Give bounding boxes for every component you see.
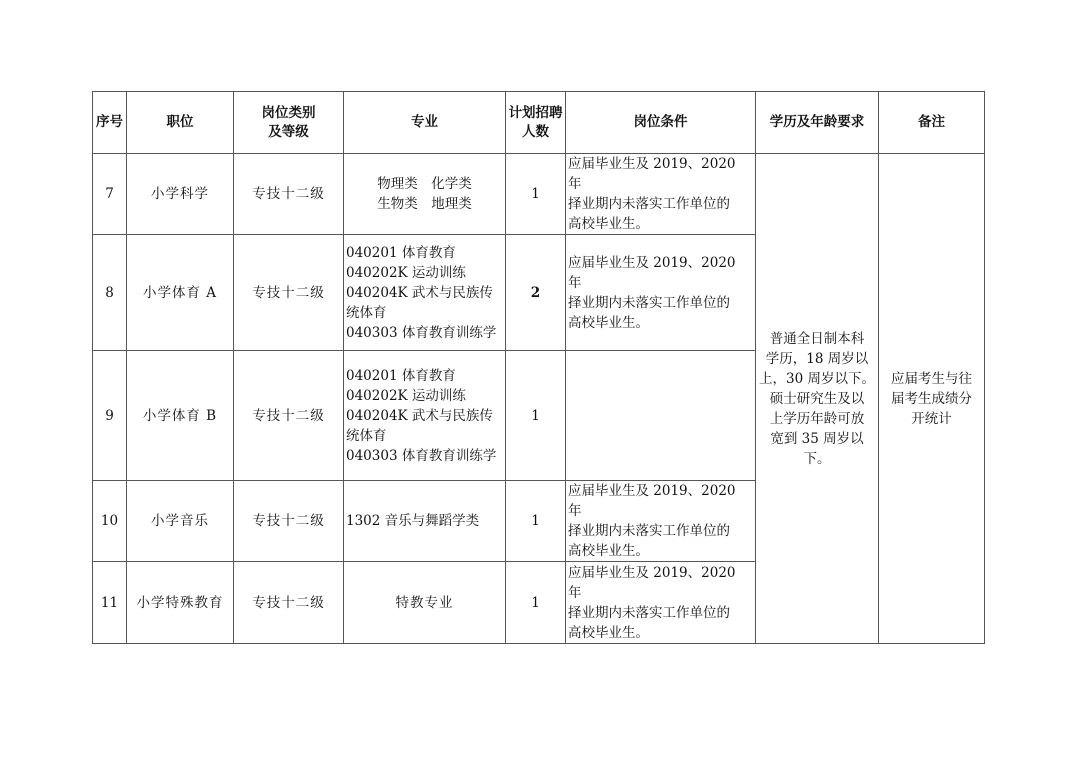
header-row: [93, 92, 985, 154]
conditions-line: 高校毕业生。: [568, 314, 649, 331]
header-category-line: 岗位类别: [261, 104, 316, 121]
table-row: [93, 154, 985, 235]
major-line: 040204K 武术与民族传: [346, 284, 493, 301]
cell-count: 1: [506, 562, 566, 644]
header-education: 学历及年龄要求: [756, 92, 879, 154]
major-line: 040204K 武术与民族传: [346, 407, 493, 424]
major-line: 040201 体育教育: [346, 244, 456, 261]
recruitment-table: [92, 91, 985, 644]
major-line: 040303 体育教育训练学: [346, 447, 497, 464]
cell-remarks: [879, 154, 985, 644]
header-count-line: 计划招聘: [508, 104, 563, 121]
cell-seq: 7: [93, 154, 127, 235]
cell-position: 小学体育 A: [127, 235, 234, 351]
conditions-line: 择业期内未落实工作单位的: [568, 604, 730, 621]
conditions-line: 应届毕业生及 2019、2020 年: [568, 483, 736, 519]
major-line: 特教专业: [395, 594, 454, 611]
education-line: 硕士研究生及以: [769, 390, 865, 407]
major-line: 生物类 地理类: [377, 196, 472, 212]
conditions-line: 择业期内未落实工作单位的: [568, 196, 730, 212]
major-line: 040202K 运动训练: [346, 264, 466, 281]
header-count-line: 人数: [522, 123, 549, 140]
cell-conditions: [566, 235, 756, 351]
header-category: [234, 92, 344, 154]
cell-position: 小学特殊教育: [127, 562, 234, 644]
header-position: 职位: [127, 92, 234, 154]
header-category-line: 及等级: [268, 123, 309, 140]
major-line: 物理类 化学类: [377, 176, 472, 192]
cell-count: 1: [506, 351, 566, 481]
cell-major: [344, 351, 506, 481]
cell-conditions: [566, 351, 756, 481]
remarks-line: 开统计: [911, 410, 952, 427]
conditions-line: 择业期内未落实工作单位的: [568, 523, 730, 539]
cell-count: 2: [506, 235, 566, 351]
cell-seq: 10: [93, 481, 127, 562]
major-line: 040303 体育教育训练学: [346, 324, 497, 341]
cell-position: 小学音乐: [127, 481, 234, 562]
remarks-line: 届考生成绩分: [891, 390, 972, 407]
conditions-line: 应届毕业生及 2019、2020 年: [568, 254, 736, 291]
cell-category: 专技十二级: [234, 235, 344, 351]
cell-major: [344, 481, 506, 562]
cell-count: 1: [506, 481, 566, 562]
education-line: 宽到 35 周岁以下。: [770, 430, 864, 467]
cell-conditions: [566, 154, 756, 235]
header-seq: 序号: [93, 92, 127, 154]
education-line: 上，30 周岁以下。: [759, 370, 875, 387]
header-remarks: 备注: [879, 92, 985, 154]
conditions-line: 应届毕业生及 2019、2020 年: [568, 156, 736, 192]
cell-major: [344, 562, 506, 644]
cell-seq: 11: [93, 562, 127, 644]
remarks-line: 应届考生与往: [891, 370, 972, 387]
header-major: 专业: [344, 92, 506, 154]
major-line: 1302 音乐与舞蹈学类: [346, 513, 480, 529]
major-line: 统体育: [346, 427, 387, 444]
major-line: 统体育: [346, 304, 387, 321]
cell-position: 小学体育 B: [127, 351, 234, 481]
cell-seq: 8: [93, 235, 127, 351]
cell-category: 专技十二级: [234, 351, 344, 481]
cell-conditions: [566, 562, 756, 644]
cell-position: 小学科学: [127, 154, 234, 235]
major-line: 040201 体育教育: [346, 367, 456, 384]
major-line: 040202K 运动训练: [346, 387, 466, 404]
header-count: [506, 92, 566, 154]
cell-category: 专技十二级: [234, 154, 344, 235]
education-line: 学历，18 周岁以: [765, 350, 869, 367]
conditions-line: 高校毕业生。: [568, 624, 649, 641]
cell-major: [344, 235, 506, 351]
education-line: 上学历年龄可放: [769, 410, 865, 427]
cell-education: [756, 154, 879, 644]
cell-count: 1: [506, 154, 566, 235]
cell-category: 专技十二级: [234, 481, 344, 562]
cell-seq: 9: [93, 351, 127, 481]
cell-conditions: [566, 481, 756, 562]
conditions-line: 高校毕业生。: [568, 543, 649, 559]
conditions-line: 应届毕业生及 2019、2020 年: [568, 564, 736, 601]
conditions-line: 择业期内未落实工作单位的: [568, 294, 730, 311]
cell-category: 专技十二级: [234, 562, 344, 644]
cell-major: [344, 154, 506, 235]
education-line: 普通全日制本科: [769, 330, 865, 347]
conditions-line: 高校毕业生。: [568, 216, 649, 232]
header-conditions: 岗位条件: [566, 92, 756, 154]
